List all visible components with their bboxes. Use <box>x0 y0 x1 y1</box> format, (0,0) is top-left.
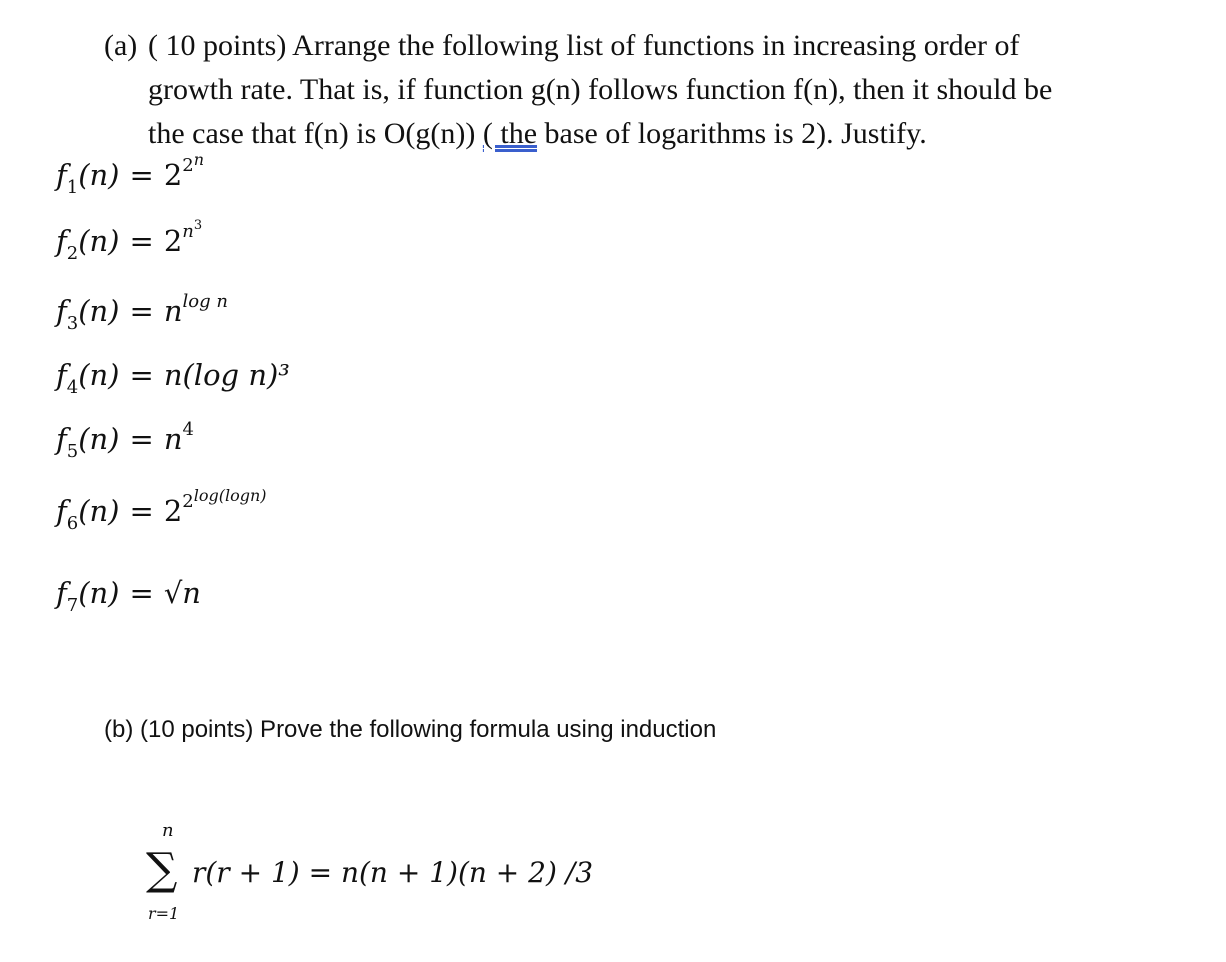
subscript: 2 <box>66 243 79 264</box>
part-a-marker: (a) <box>104 29 138 62</box>
exponent: 4 <box>182 419 194 440</box>
part-a-line-3: the case that f(n) is O(g(n)) ( the base of logarithms is 2). Justify. <box>148 117 927 150</box>
function-f2: $f_2(n) = 2^{n3}$ <box>56 218 203 264</box>
underlined-text: ( the <box>482 117 538 150</box>
function-f3: $f_3(n) = n^{log n}$ <box>56 291 228 334</box>
question-part-b: (b) (10 points) Prove the following formula using induction <box>104 716 717 743</box>
subscript: 1 <box>66 177 79 198</box>
exponent-of-exponent: 3 <box>193 218 203 233</box>
sigma-symbol: ∑ <box>146 844 178 895</box>
subscript: 5 <box>66 441 79 462</box>
function-f4: $f_4(n) = n(\log$ n)³ <box>56 358 290 398</box>
part-a-line-2: growth rate. That is, if function g(n) follows function f(n), then it should be <box>148 73 1053 106</box>
function-f7: $f_7(n) = √n$ <box>56 576 201 616</box>
subscript: 7 <box>66 595 79 616</box>
exponent: 2 <box>182 155 194 176</box>
exponent: log n <box>182 291 228 312</box>
exponent: n <box>182 221 194 242</box>
exponent-of-exponent: log(logn) <box>193 486 267 505</box>
function-f1: $f_1(n) = 2^{2n}$ <box>56 150 205 198</box>
exponent: 2 <box>182 491 194 512</box>
exponent-of-exponent: n <box>193 150 205 169</box>
subscript: 6 <box>66 513 79 534</box>
question-part-a <box>104 24 1214 156</box>
subscript: 4 <box>66 377 79 398</box>
summation-lower-limit: r=1 <box>148 904 180 923</box>
function-f5: $f_5(n) = n^4$ <box>56 419 194 462</box>
part-a-text <box>148 24 1214 156</box>
summation-upper-limit: n <box>162 820 174 841</box>
summation-formula <box>146 820 646 930</box>
subscript: 3 <box>66 313 79 334</box>
part-a-line-1: ( 10 points) Arrange the following list of functions in increasing order of <box>148 29 1020 62</box>
summation-expression: r(r + 1) = n(n + 1)(n + 2) /3 <box>192 856 594 889</box>
function-f6: $f_6(n) = 2^{2log(logn)}$ <box>56 486 267 534</box>
